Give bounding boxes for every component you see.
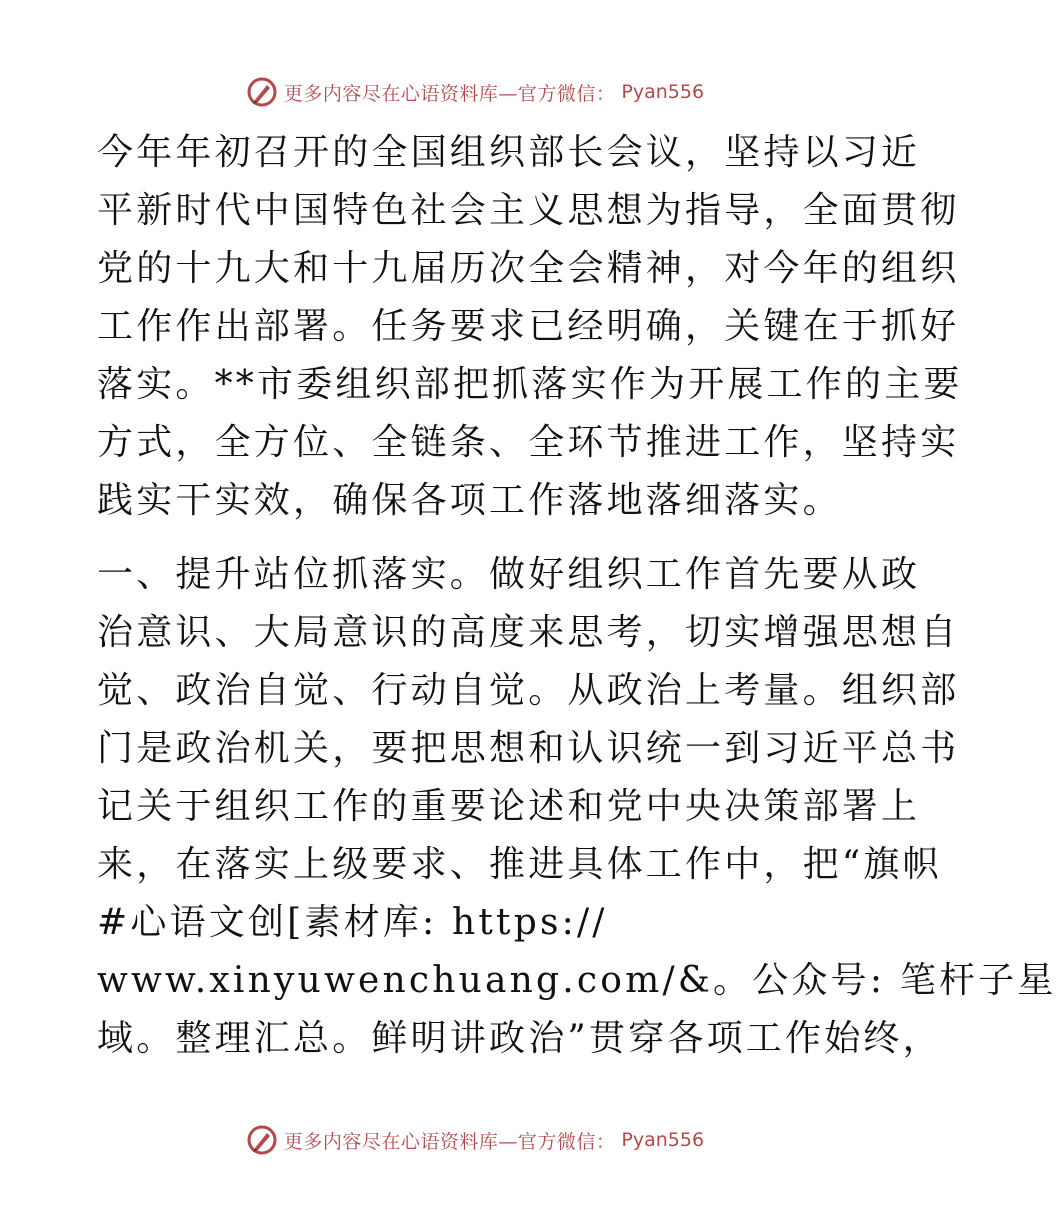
watermark-contact: Pyan556	[621, 1129, 705, 1151]
text-line: 门是政治机关，要把思想和认识统一到习近平总书	[97, 728, 960, 769]
text-line: 觉、政治自觉、行动自觉。从政治上考量。组织部	[97, 670, 960, 711]
footer-watermark	[0, 1120, 950, 1160]
text-line: 治意识、大局意识的高度来思考，切实增强思想自	[97, 612, 960, 653]
text-line: 工作作出部署。任务要求已经明确，关键在于抓好	[97, 306, 960, 347]
text-line: #心语文创[素材库: https://	[97, 902, 608, 943]
text-line: 来，在落实上级要求、推进具体工作中，把“旗帜	[97, 844, 942, 885]
pen-logo-icon	[246, 76, 278, 108]
watermark-text: 更多内容尽在心语资料库—官方微信：	[283, 82, 616, 105]
text-line: 平新时代中国特色社会主义思想为指导，全面贯彻	[97, 190, 960, 231]
text-line: 一、提升站位抓落实。做好组织工作首先要从政	[97, 554, 921, 595]
paragraph-intro	[97, 124, 963, 530]
text-line: www.xinyuwenchuang.com/&。公众号: 笔杆子星	[97, 960, 1057, 1001]
text-line: 今年年初召开的全国组织部长会议，坚持以习近	[97, 132, 921, 173]
text-line: 党的十九大和十九届历次全会精神，对今年的组织	[97, 248, 960, 289]
text-line: 落实。**市委组织部把抓落实作为开展工作的主要	[97, 364, 963, 405]
watermark-contact: Pyan556	[621, 81, 705, 103]
text-line: 方式，全方位、全链条、全环节推进工作，坚持实	[97, 422, 960, 463]
document-body	[97, 124, 1057, 1068]
header-watermark	[0, 72, 950, 112]
text-line: 践实干实效，确保各项工作落地落细落实。	[97, 480, 842, 521]
paragraph-section-one	[97, 546, 1057, 1068]
text-line: 域。整理汇总。鲜明讲政治”贯穿各项工作始终，	[97, 1018, 942, 1059]
text-line: 记关于组织工作的重要论述和党中央决策部署上	[97, 786, 921, 827]
watermark-text: 更多内容尽在心语资料库—官方微信：	[283, 1130, 616, 1153]
pen-logo-icon	[246, 1124, 278, 1156]
